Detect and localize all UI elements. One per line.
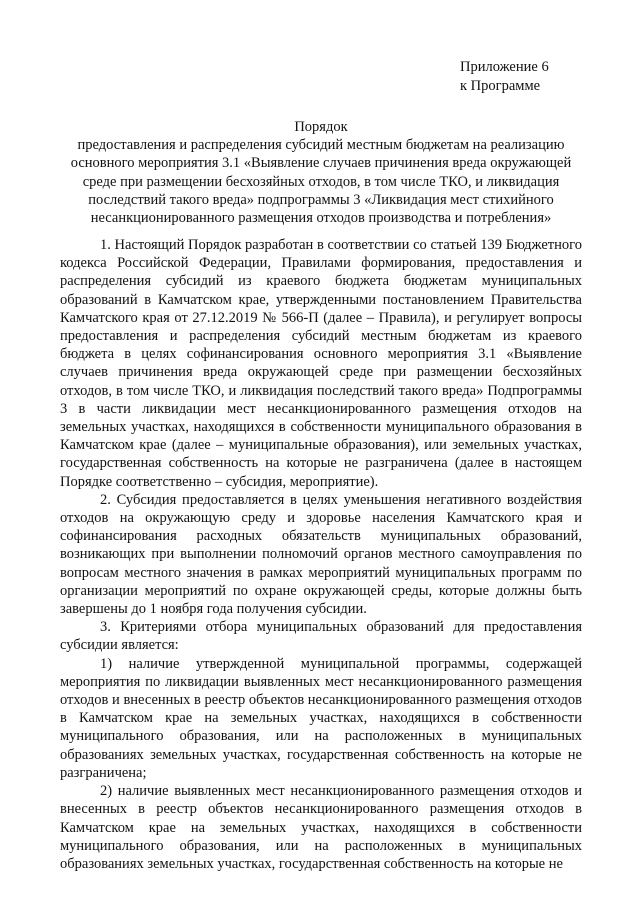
document-body <box>60 236 582 873</box>
title-line-2: предоставления и распределения субсидий местным бюджетам на реализацию <box>77 137 565 154</box>
title-line-5: последствий такого вреда» подпрограммы 3 «Ликвидация мест стихийного <box>88 191 554 208</box>
paragraph-3-item-1: 1) наличие утвержденной муниципальной программы, содержащей мероприятия по ликвидации выявленных мест несанкционированного размещения отходов и внесенных в реестр объектов несанкционированного размещения отходов в Камчатском крае на земельных участках, находящихся в собственности муниципального образования, или на расположенных в муниципальных образованиях земельных участках, государственная собственность на которые не разграничена; <box>60 655 582 781</box>
appendix-line-2: к Программе <box>460 77 541 94</box>
title-line-1: Порядок <box>294 119 348 135</box>
title-line-3: основного мероприятия 3.1 «Выявление случаев причинения вреда окружающей <box>70 155 572 172</box>
appendix-header <box>460 58 600 95</box>
paragraph-3: 3. Критериями отбора муниципальных образований для предоставления субсидии является: <box>60 619 582 654</box>
paragraph-3-item-2: 2) наличие выявленных мест несанкционированного размещения отходов и внесенных в реестр объектов несанкционированного размещения отходов в Камчатском крае на земельных участках, находящихся в собственности муниципального образования, или на расположенных в муниципальных образованиях земельных участках, государственная собственность на которые не <box>60 783 582 872</box>
title-line-4: среде при размещении бесхозяйных отходов, в том числе ТКО, и ликвидация <box>82 173 560 190</box>
document-title <box>60 118 582 227</box>
paragraph-1: 1. Настоящий Порядок разработан в соответствии со статьей 139 Бюджетного кодекса Российской Федерации, Правилами формирования, предоставления и распределения субсидий из краевого бюджета бюджетам муниципальных образований в Камчатском крае, утвержденными постановлением Правительства Камчатского края от 27.12.2019 № 566-П (далее – Правила), и регулирует вопросы предоставления и распределения субсидий местным бюджетам из краевого бюджета в целях софинансирования основного мероприятия 3.1 «Выявление случаев причинения вреда окружающей среде при размещении бесхозяйных отходов, в том числе ТКО, и ликвидация последствий такого вреда» Подпрограммы 3 в части ликвидации мест несанкционированного размещения отходов на земельных участках, находящихся в собственности муниципального образования в Камчатском крае (далее – муниципальные образования), или земельных участках, государственная собственность на которые не разграничена (далее в настоящем Порядке соответственно – субсидия, мероприятие). <box>60 237 582 490</box>
appendix-line-1: Приложение 6 <box>460 59 549 75</box>
title-line-6: несанкционированного размещения отходов производства и потребления» <box>90 210 552 227</box>
paragraph-2: 2. Субсидия предоставляется в целях уменьшения негативного воздействия отходов на окружающую среду и здоровье населения Камчатского края и софинансирования расходных обязательств муниципальных образований, возникающих при выполнении полномочий органов местного самоуправления по вопросам местного значения в рамках мероприятий муниципальных программ по организации мероприятий по охране окружающей среды, которые должны быть завершены до 1 ноября года получения субсидии. <box>60 491 582 618</box>
